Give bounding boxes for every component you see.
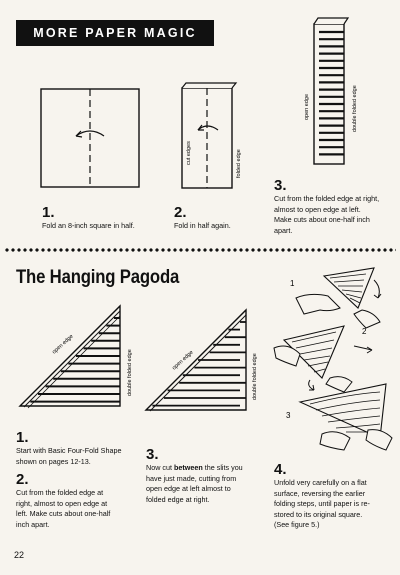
top-step-2-text: Fold in half again. [174,221,231,230]
figure-2-number: 2 [362,327,367,336]
text-line: apart. [274,225,293,235]
double-folded-edge-label: double folded edge [127,349,133,396]
bottom-step-3-number: 3. [146,446,159,463]
bottom-step-4-text [274,478,398,531]
pagoda-cut-diagram-b [138,300,268,418]
cut-strip-diagram [290,10,370,168]
open-edge-label: open edge [171,349,195,372]
open-edge-label: open edge [51,333,75,356]
hand-icon [354,310,380,328]
text-line: (See figure 5.) [274,520,320,529]
top-step-1-text: Fold an 8-inch square in half. [42,221,135,230]
text-line: Start with Basic Four-Fold Shape [16,446,122,455]
top-step-3-text [274,194,399,236]
hand-icon [366,430,392,450]
top-step-1-number: 1. [42,204,55,221]
text-line: inch apart. [16,519,50,529]
text-line: almost to open edge at left. [274,204,361,214]
text-line: right, almost to open edge at [16,498,108,508]
bottom-step-3-text [146,463,272,505]
text-line: stored to its original square. [274,509,363,519]
hand-icon [326,377,352,392]
text-line: folding steps, until paper is re- [274,499,370,508]
fold-half-again-diagram [176,80,246,192]
text-line: Cut from the folded edge at [16,488,104,497]
pagoda-cut-diagram-a [8,296,138,416]
top-step-2-number: 2. [174,204,187,221]
text-line: folded edge at right. [146,494,210,504]
bottom-step-1-number: 1. [16,429,29,446]
text-line: left. Make cuts about one-half [16,509,111,518]
text-line: open edge at left almost to [146,484,231,493]
hand-icon [320,432,350,450]
text-line [146,463,272,474]
folded-edge-label: folded edge [236,149,242,178]
hand-icon [296,294,340,314]
text-line: shown on pages 12-13. [16,456,91,466]
figure-3-number: 3 [286,411,291,420]
double-folded-edge-label: double folded edge [352,85,358,132]
open-edge-label: open edge [304,94,310,120]
text-line: have just made, cutting from [146,473,237,483]
bottom-step-2-number: 2. [16,471,29,488]
double-folded-edge-label: double folded edge [252,353,258,400]
text-span: Now cut [146,463,174,472]
bottom-step-4-number: 4. [274,461,287,478]
fold-square-diagram [40,88,140,188]
section-title: The Hanging Pagoda [16,267,180,288]
text-line: Make cuts about one-half inch [274,215,370,224]
text-line: surface, reversing the earlier [274,488,366,498]
top-step-3-number: 3. [274,177,287,194]
text-line: Unfold very carefully on a flat [274,478,367,487]
bottom-step-2-text [16,488,141,530]
text-line: Cut from the folded edge at right, [274,194,380,203]
figure-1-number: 1 [290,279,295,288]
page-number: 22 [14,550,25,560]
emphasis-text: between [173,463,203,472]
text-span: the slits you [202,463,243,472]
dotted-divider [4,247,396,253]
unfolding-illustration [270,262,396,452]
bottom-step-1-text [16,446,141,467]
header-title: MORE PAPER MAGIC [16,20,214,46]
cut-edges-label: cut edges [186,141,192,165]
